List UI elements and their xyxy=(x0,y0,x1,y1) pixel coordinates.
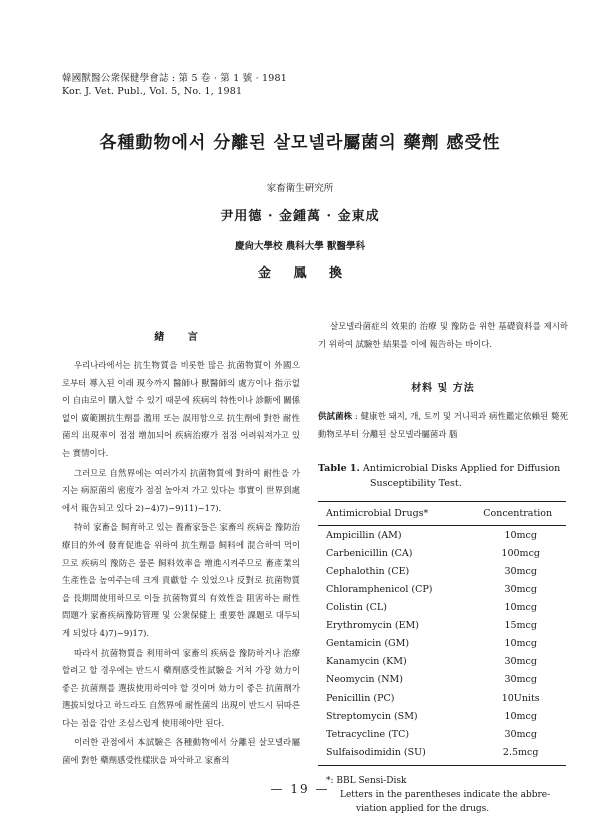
table-row xyxy=(318,725,566,743)
drug-name-cell: Erythromycin (EM) xyxy=(326,620,419,632)
drug-name-cell: Kanamycin (KM) xyxy=(326,656,407,668)
drug-name-cell: Ampicillin (AM) xyxy=(326,529,402,541)
concentration-cell: 10Units xyxy=(501,692,540,704)
left-column xyxy=(62,328,300,770)
concentration-cell: 10mcg xyxy=(504,602,537,614)
concentration-cell: 2.5mcg xyxy=(465,744,566,766)
table-header-row xyxy=(318,502,566,526)
intro-paragraph: 우리나라에서는 抗生物質을 비롯한 많은 抗菌物質이 外國으로부터 導入된 이래 現今까지 醫師나 獸醫師의 處方이나 指示없이 自由로이 購入할 수 있기 때문에 疾病의 特性이나 診斷에 關係없이 廣範圍抗生劑를 濫用 또는 誤用함으로 抗生劑에 對한 耐性菌의 出現率이 점점 增加되어 疾病治療가 점점 어려워져가고 있는 實情이다. xyxy=(62,360,300,458)
paper-title: 各種動物에서 分離된 살모넬라屬菌의 藥劑 感受性 xyxy=(99,133,501,153)
concentration-cell: 30mcg xyxy=(504,728,537,740)
table-row xyxy=(318,653,566,671)
methods-paragraph xyxy=(318,408,568,443)
table-row xyxy=(318,544,566,562)
table-body xyxy=(318,526,566,766)
column-header-drugs: Antimicrobial Drugs* xyxy=(318,502,465,526)
table-row xyxy=(318,689,566,707)
drug-name-cell: Tetracycline (TC) xyxy=(326,728,410,740)
table-caption-line2: Susceptibility Test. xyxy=(370,478,462,490)
table-label: Table 1. xyxy=(318,463,360,475)
authors-2: 金 鳳 換 xyxy=(257,266,343,281)
drug-name-cell: Colistin (CL) xyxy=(326,602,387,614)
concentration-cell: 30mcg xyxy=(504,583,537,595)
table-caption xyxy=(318,461,568,491)
concentration-cell: 10mcg xyxy=(504,529,537,541)
authors-1: 尹用德 · 金鍾萬 · 金東成 xyxy=(220,209,380,224)
concentration-cell: 30mcg xyxy=(504,565,537,577)
table-row xyxy=(318,526,566,545)
concentration-cell: 15mcg xyxy=(504,620,537,632)
intro-paragraph: 特히 家畜을 飼育하고 있는 養畜家들은 家畜의 疾病을 豫防治療目的外에 發育促進을 위하여 抗生劑를 飼料에 混合하여 먹이므로 疾病의 豫防은 물론 飼料效率을 增進시켜주므로 畜產業의 生產性을 높여주는데 크게 貢獻할 수 있었으나 反對로 抗菌物質을 長期間使用하므로 이들 抗菌物質의 有效性을 阻害하는 耐性問題가 家畜疾病豫防管理 및 公衆保健上 重要한 課題로 대두되게 되었다 4)7)~9)17). xyxy=(62,522,300,638)
drug-name-cell: Sulfaisodimidin (SU) xyxy=(318,744,465,766)
drug-name-cell: Gentamicin (GM) xyxy=(326,638,410,650)
table-row xyxy=(318,635,566,653)
table-note: Letters in the parentheses indicate the abbre- xyxy=(340,790,551,801)
drug-name-cell: Cephalothin (CE) xyxy=(326,565,410,577)
page-number: — 19 — xyxy=(270,782,330,796)
drug-name-cell: Streptomycin (SM) xyxy=(326,710,418,722)
intro-continued: 살모넬라菌症의 效果的 治療 및 豫防을 위한 基礎資料를 제시하기 위하여 試驗한 結果를 이에 報告하는 바이다. xyxy=(318,321,568,349)
methods-heading: 材料 및 方法 xyxy=(411,383,475,395)
concentration-cell: 30mcg xyxy=(504,674,537,686)
table-row xyxy=(318,581,566,599)
institution-1: 家畜衛生硏究所 xyxy=(266,183,334,194)
methods-text: : 健康한 돼지, 개, 토끼 및 거니픽과 病性鑑定依賴된 斃死動物로부터 分離된 살모넬라屬菌과 腦 xyxy=(318,411,569,439)
drug-name-cell: Chloramphenicol (CP) xyxy=(326,583,433,595)
drug-name-cell: Penicillin (PC) xyxy=(326,692,395,704)
table-row xyxy=(318,617,566,635)
column-header-concentration: Concentration xyxy=(465,502,566,526)
intro-paragraph: 그러므로 自然界에는 여러가지 抗菌物質에 對하여 耐性을 가지는 病原菌의 密度가 점점 높아져 가고 있다는 事實이 世界到處에서 報告되고 있다 2)~4)7)~9)11)~17). xyxy=(62,467,300,513)
table-row xyxy=(318,599,566,617)
table-caption-line1: Antimicrobial Disks Applied for Diffusion xyxy=(362,463,561,475)
concentration-cell: 10mcg xyxy=(504,710,537,722)
concentration-cell: 10mcg xyxy=(504,638,537,650)
intro-paragraph: 이러한 관점에서 本試驗은 各種動物에서 分離된 살모넬라屬菌에 對한 藥劑感受性樣狀을 파악하고 家畜의 xyxy=(62,737,300,766)
intro-paragraph: 따라서 抗菌物質을 利用하여 家畜의 疾病을 豫防하거나 治療할려고 할 경우에는 반드시 藥劑感受性試驗을 거쳐 가장 効力이 좋은 抗菌劑를 選拔使用하여야 할 것이며 効力이 좋은 抗菌劑가 選拔되었다고 하드라도 自然界에 耐性菌의 出現이 반드시 뒤따른다는 점을 감안 조심스럽게 使用해야만 된다. xyxy=(62,647,300,728)
methods-label: 供試菌株 xyxy=(318,411,353,422)
journal-korean: 韓國獸醫公衆保健學會誌 : 第 5 卷 · 第 1 號 · 1981 xyxy=(62,73,288,84)
journal-header xyxy=(62,72,287,98)
drug-name-cell: Neomycin (NM) xyxy=(326,674,403,686)
table-row xyxy=(318,744,566,766)
journal-english: Kor. J. Vet. Publ., Vol. 5, No. 1, 1981 xyxy=(62,86,243,97)
table-row xyxy=(318,671,566,689)
table-note: viation applied for the drugs. xyxy=(356,804,490,815)
right-column xyxy=(318,318,568,816)
intro-heading: 緖 言 xyxy=(154,332,208,343)
table-row xyxy=(318,707,566,725)
drug-name-cell: Carbenicillin (CA) xyxy=(326,547,413,559)
drug-table xyxy=(318,501,566,766)
table-row xyxy=(318,563,566,581)
institution-2: 慶尙大學校 農科大學 獸醫學科 xyxy=(234,241,366,252)
concentration-cell: 30mcg xyxy=(504,656,537,668)
concentration-cell: 100mcg xyxy=(501,547,540,559)
table-note: *: BBL Sensi-Disk xyxy=(326,776,407,787)
